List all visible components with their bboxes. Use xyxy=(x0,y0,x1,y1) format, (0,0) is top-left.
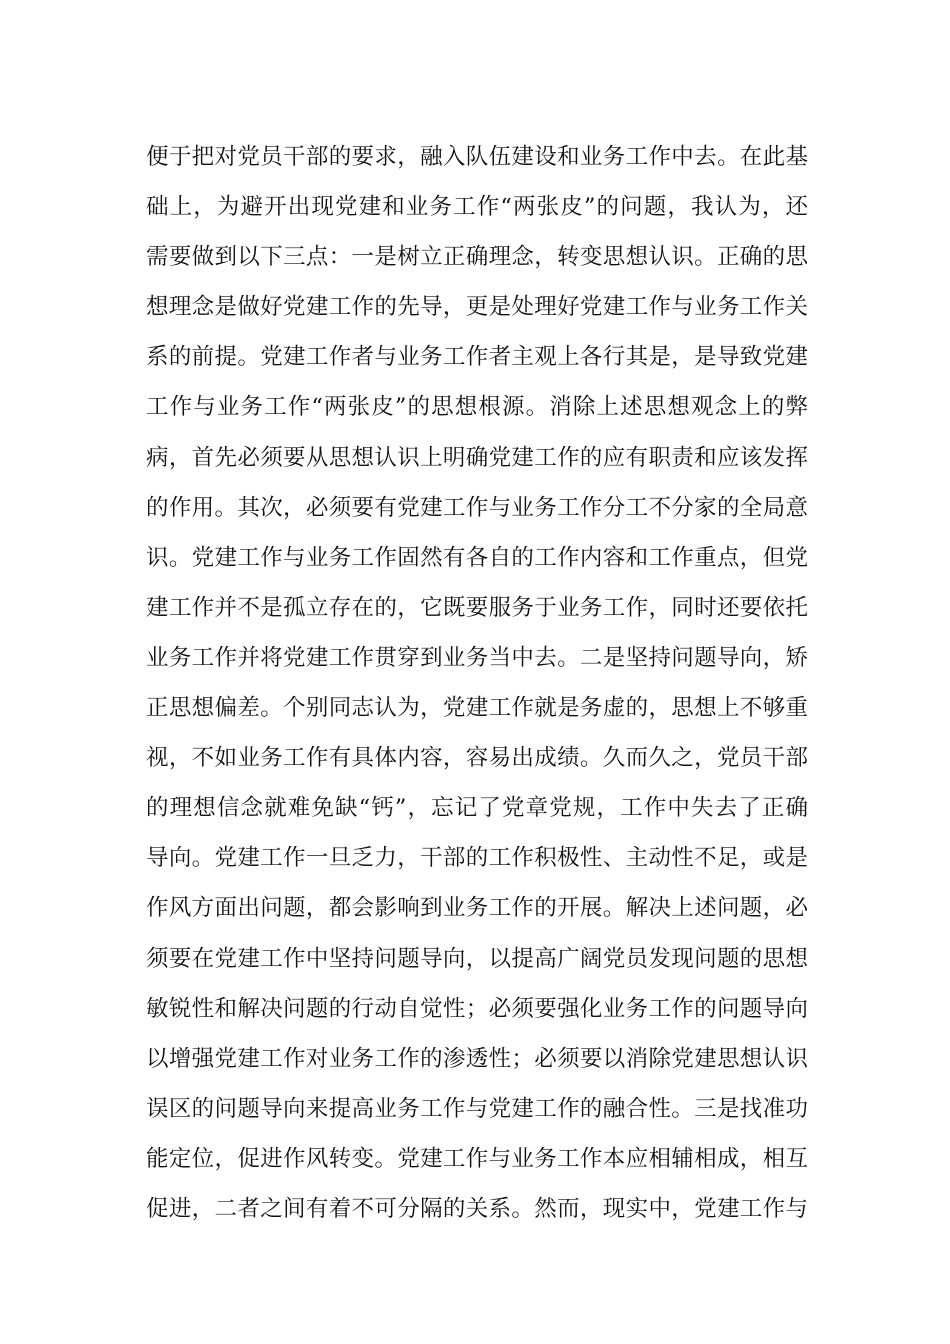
text-line: 想理念是做好党建工作的先导，更是处理好党建工作与业务工作关 xyxy=(146,294,808,321)
text-line: 误区的问题导向来提高业务工作与党建工作的融合性。三是找准功 xyxy=(146,1095,808,1122)
text-line: 工作与业务工作“两张皮”的思想根源。消除上述思想观念上的弊 xyxy=(146,394,808,421)
text-line: 业务工作并将党建工作贯穿到业务当中去。二是坚持问题导向，矫 xyxy=(146,644,808,671)
text-line: 病，首先必须要从思想认识上明确党建工作的应有职责和应该发挥 xyxy=(146,444,808,471)
text-line: 视，不如业务工作有具体内容，容易出成绩。久而久之，党员干部 xyxy=(146,745,808,772)
text-line: 正思想偏差。个别同志认为，党建工作就是务虚的，思想上不够重 xyxy=(146,695,808,722)
text-line: 系的前提。党建工作者与业务工作者主观上各行其是，是导致党建 xyxy=(146,344,808,371)
text-line: 的作用。其次，必须要有党建工作与业务工作分工不分家的全局意 xyxy=(146,494,808,521)
text-line: 导向。党建工作一旦乏力，干部的工作积极性、主动性不足，或是 xyxy=(146,845,808,872)
text-line: 能定位，促进作风转变。党建工作与业务工作本应相辅相成，相互 xyxy=(146,1145,808,1172)
text-line: 作风方面出问题，都会影响到业务工作的开展。解决上述问题，必 xyxy=(146,895,808,922)
text-line: 敏锐性和解决问题的行动自觉性；必须要强化业务工作的问题导向 xyxy=(146,995,808,1022)
text-line: 的理想信念就难免缺“钙”，忘记了党章党规，工作中失去了正确 xyxy=(146,795,808,822)
text-line: 础上，为避开出现党建和业务工作“两张皮”的问题，我认为，还 xyxy=(146,194,808,221)
text-line: 以增强党建工作对业务工作的渗透性；必须要以消除党建思想认识 xyxy=(146,1045,808,1072)
body-paragraph xyxy=(146,132,808,1234)
text-line: 促进，二者之间有着不可分隔的关系。然而，现实中，党建工作与 xyxy=(146,1195,808,1222)
text-line: 需要做到以下三点：一是树立正确理念，转变思想认识。正确的思 xyxy=(146,244,808,271)
text-line: 建工作并不是孤立存在的，它既要服务于业务工作，同时还要依托 xyxy=(146,594,808,621)
text-line: 便于把对党员干部的要求，融入队伍建设和业务工作中去。在此基 xyxy=(146,144,808,170)
text-line: 须要在党建工作中坚持问题导向，以提高广阔党员发现问题的思想 xyxy=(146,945,808,972)
text-line: 识。党建工作与业务工作固然有各自的工作内容和工作重点，但党 xyxy=(146,544,808,571)
